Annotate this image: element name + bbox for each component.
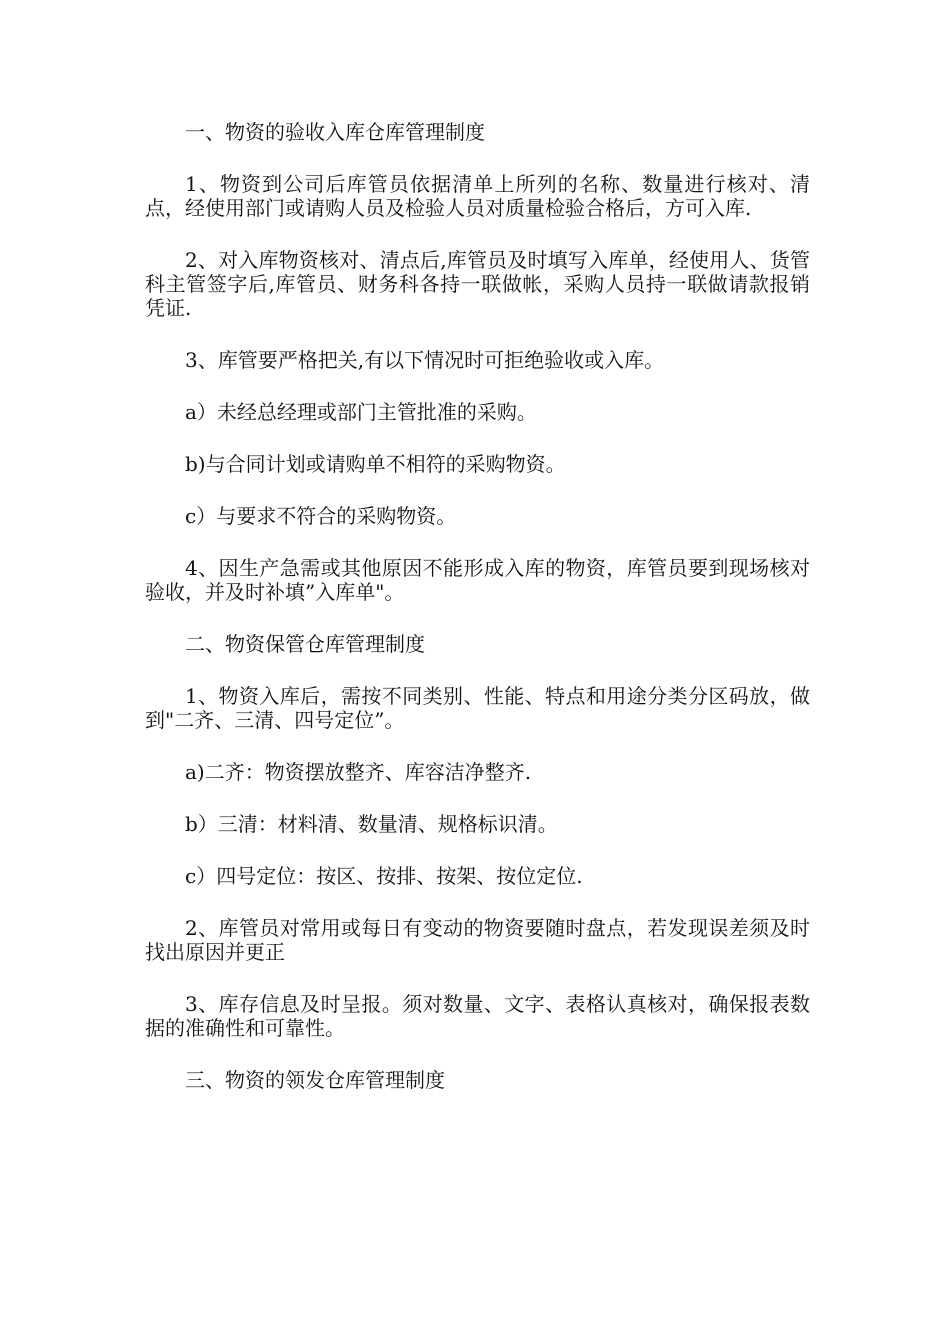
paragraph-inbound-3b: b)与合同计划或请购单不相符的采购物资。 — [185, 452, 566, 476]
paragraph-inbound-3a: a）未经总经理或部门主管批准的采购。 — [185, 400, 537, 424]
document-page — [145, 120, 810, 1120]
paragraph-storage-1: 1、物资入库后，需按不同类别、性能、特点和用途分类分区码放，做到"二齐、三清、四号定位”。 — [145, 684, 810, 732]
section-heading-issuing: 三、物资的领发仓库管理制度 — [185, 1068, 445, 1092]
paragraph-inbound-4: 4、因生产急需或其他原因不能形成入库的物资，库管员要到现场核对验收，并及时补填”入库单"。 — [145, 556, 810, 604]
paragraph-storage-3: 3、库存信息及时呈报。须对数量、文字、表格认真核对，确保报表数据的准确性和可靠性。 — [145, 992, 810, 1040]
paragraph-storage-1a: a)二齐：物资摆放整齐、库容洁净整齐. — [185, 760, 532, 784]
paragraph-inbound-2: 2、对入库物资核对、清点后,库管员及时填写入库单，经使用人、货管科主管签字后,库管员、财务科各持一联做帐，采购人员持一联做请款报销凭证. — [145, 248, 810, 320]
section-heading-storage: 二、物资保管仓库管理制度 — [185, 632, 425, 656]
paragraph-storage-2: 2、库管员对常用或每日有变动的物资要随时盘点，若发现误差须及时找出原因并更正 — [145, 916, 810, 964]
paragraph-inbound-3: 3、库管要严格把关,有以下情况时可拒绝验收或入库。 — [185, 348, 665, 372]
paragraph-inbound-3c: c）与要求不符合的采购物资。 — [185, 504, 457, 528]
section-heading-inbound: 一、物资的验收入库仓库管理制度 — [185, 120, 485, 144]
paragraph-storage-1b: b）三清：材料清、数量清、规格标识清。 — [185, 812, 558, 836]
paragraph-storage-1c: c）四号定位：按区、按排、按架、按位定位. — [185, 864, 583, 888]
paragraph-inbound-1: 1、物资到公司后库管员依据清单上所列的名称、数量进行核对、清点，经使用部门或请购人员及检验人员对质量检验合格后，方可入库. — [145, 172, 810, 220]
